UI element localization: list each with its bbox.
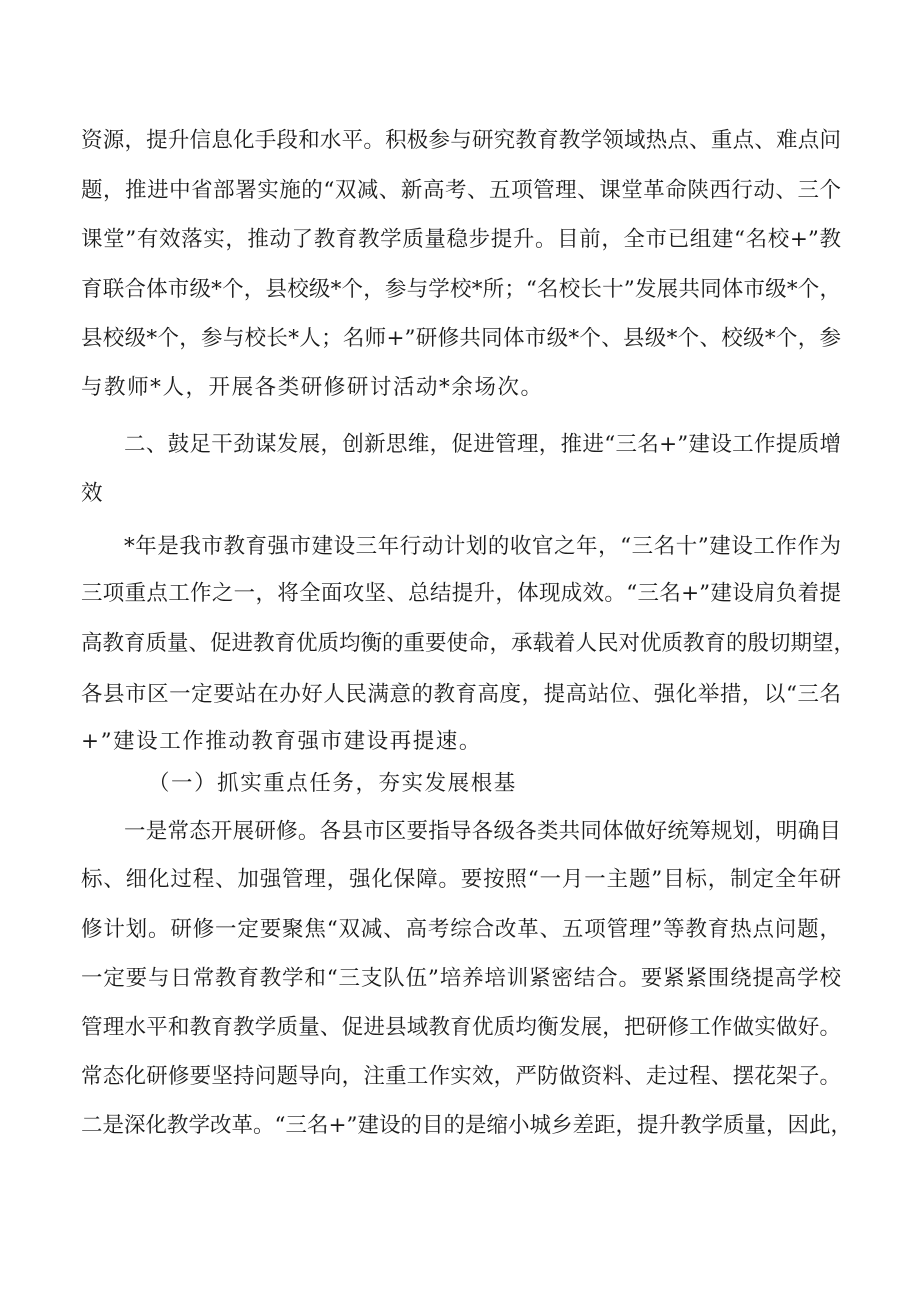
paragraph-line: +”建设工作推动教育强市建设再提速。: [81, 729, 482, 754]
paragraph-line: *年是我市教育强市建设三年行动计划的收官之年，“三名十”建设工作作为: [124, 534, 841, 559]
paragraph-line: 二是深化教学改革。“三名+”建设的目的是缩小城乡差距，提升教学质量，因此，: [81, 1113, 853, 1138]
subsection-heading: （一）抓实重点任务，夯实发展根基: [148, 771, 517, 796]
paragraph-line: 管理水平和教育教学质量、促进县域教育优质均衡发展，把研修工作做实做好。: [81, 1015, 841, 1040]
paragraph-line: 高教育质量、促进教育优质均衡的重要使命，承载着人民对优质教育的殷切期望，: [81, 631, 856, 656]
paragraph-line: 与教师*人，开展各类研修研讨活动*余场次。: [81, 375, 544, 400]
paragraph-line: 修计划。研修一定要聚焦“双减、高考综合改革、五项管理”等教育热点问题，: [81, 917, 841, 942]
paragraph-line: 县校级*个，参与校长*人；名师+”研修共同体市级*个、县级*个、校级*个，参: [81, 326, 841, 351]
paragraph-line: 各县市区一定要站在办好人民满意的教育高度，提高站位、强化举措，以“三名: [81, 682, 841, 707]
paragraph-line: 三项重点工作之一，将全面攻坚、总结提升，体现成效。“三名+”建设肩负着提: [81, 581, 841, 606]
section-heading-line: 二、鼓足干劲谋发展，创新思维，促进管理，推进“三名+”建设工作提质增: [124, 432, 841, 457]
paragraph-line: 标、细化过程、加强管理，强化保障。要按照“一月一主题”目标，制定全年研: [81, 867, 841, 892]
paragraph-line: 一是常态开展研修。各县市区要指导各级各类共同体做好统筹规划，明确目: [124, 819, 841, 844]
paragraph-line: 常态化研修要坚持问题导向，注重工作实效，严防做资料、走过程、摆花架子。: [81, 1064, 841, 1089]
paragraph-line: 一定要与日常教育教学和“三支队伍”培养培训紧密结合。要紧紧围绕提高学校: [81, 966, 841, 991]
paragraph-line: 育联合体市级*个，县校级*个，参与学校*所；“名校长十”发展共同体市级*个，: [81, 277, 841, 302]
section-heading-line: 效: [81, 481, 105, 506]
paragraph-line: 资源，提升信息化手段和水平。积极参与研究教育教学领域热点、重点、难点问: [81, 128, 841, 153]
paragraph-line: 课堂”有效落实，推动了教育教学质量稳步提升。目前，全市已组建“名校+”教: [81, 227, 841, 252]
paragraph-line: 题，推进中省部署实施的“双减、新高考、五项管理、课堂革命陕西行动、三个: [81, 178, 841, 203]
